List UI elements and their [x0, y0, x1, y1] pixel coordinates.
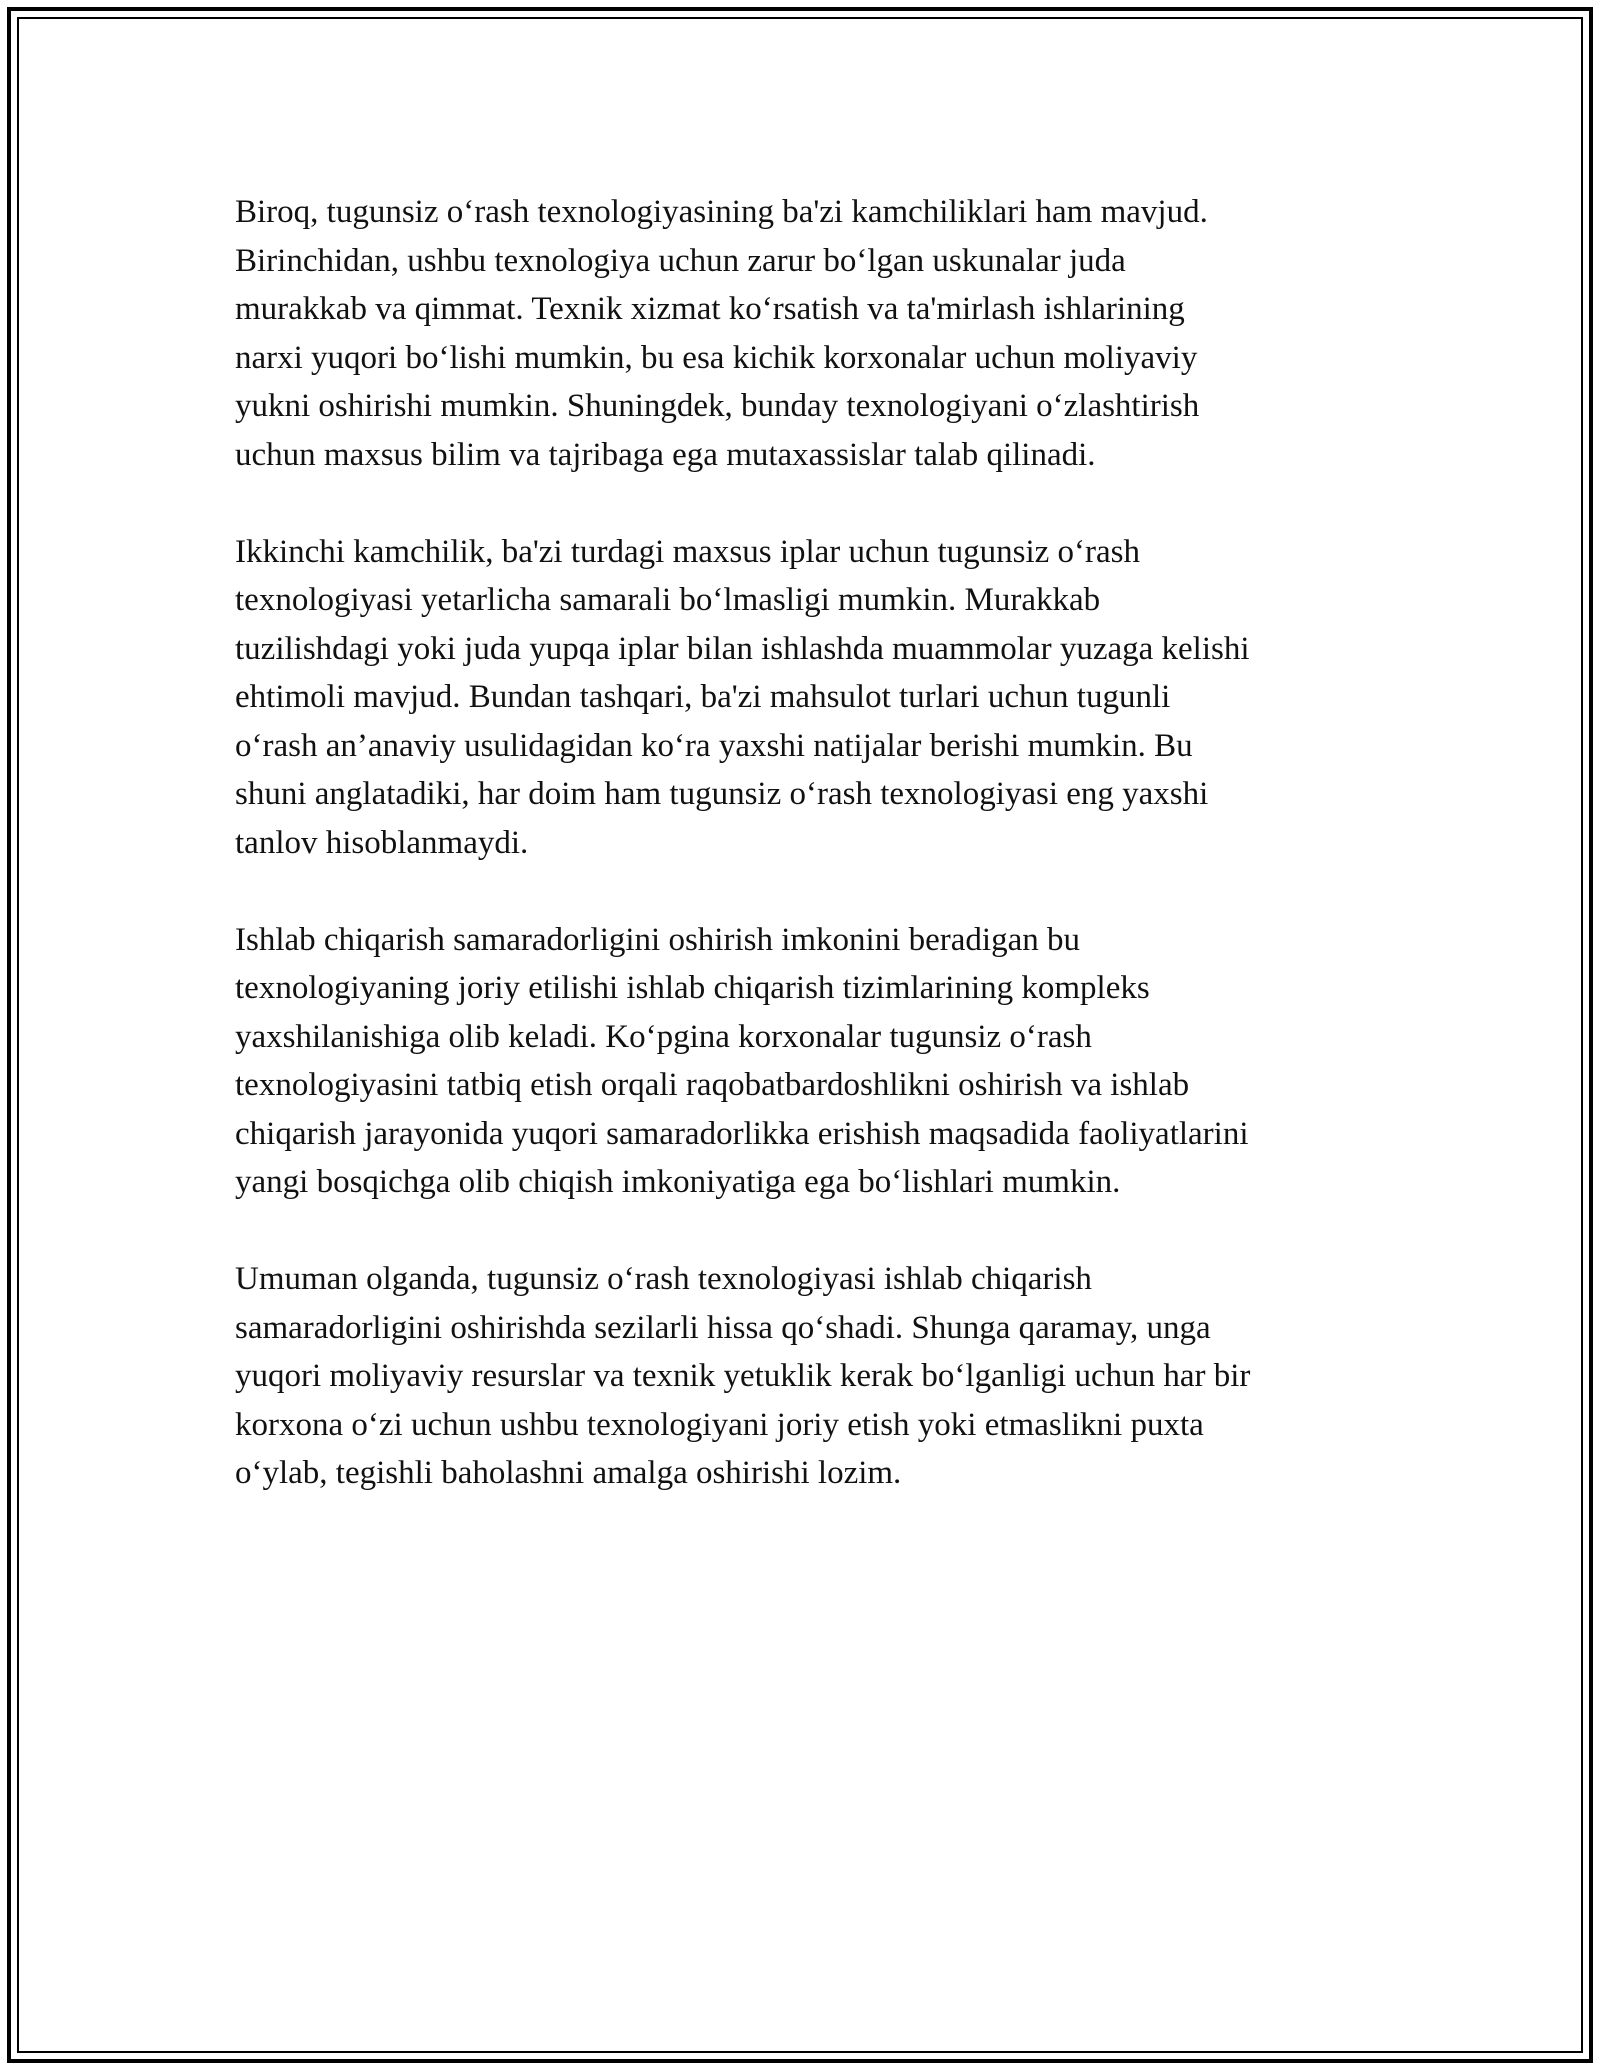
text-line: shuni anglatadiki, har doim ham tugunsiz o‘rash texnologiyasi eng yaxshi: [235, 776, 1209, 812]
paragraph-1: [235, 188, 1375, 479]
text-line: chiqarish jarayonida yuqori samaradorlikka erishish maqsadida faoliyatlarini: [235, 1115, 1249, 1152]
text-line: o‘rash an’anaviy usulidagidan ko‘ra yaxshi natijalar berishi mumkin. Bu: [235, 727, 1193, 764]
text-line: texnologiyasini tatbiq etish orqali raqobatbardoshlikni oshirish va ishlab: [235, 1067, 1190, 1103]
text-line: samaradorligini oshirishda sezilarli hissa qo‘shadi. Shunga qaramay, unga: [235, 1309, 1211, 1346]
text-line: yukni oshirishi mumkin. Shuningdek, bunday texnologiyani o‘zlashtirish: [235, 388, 1200, 424]
text-line: Ishlab chiqarish samaradorligini oshirish imkonini beradigan bu: [235, 921, 1080, 958]
text-line: uchun maxsus bilim va tajribaga ega mutaxassislar talab qilinadi.: [235, 436, 1096, 473]
text-line: yangi bosqichga olib chiqish imkoniyatiga ega bo‘lishlari mumkin.: [235, 1164, 1121, 1200]
text-line: tanlov hisoblanmaydi.: [235, 824, 529, 861]
text-line: Umuman olganda, tugunsiz o‘rash texnologiyasi ishlab chiqarish: [235, 1261, 1092, 1297]
text-line: yuqori moliyaviy resurslar va texnik yetuklik kerak bo‘lganligi uchun har bir: [235, 1358, 1251, 1394]
text-line: tuzilishdagi yoki juda yupqa iplar bilan ishlashda muammolar yuzaga kelishi: [235, 630, 1250, 667]
text-line: Biroq, tugunsiz o‘rash texnologiyasining ba'zi kamchiliklari ham mavjud.: [235, 194, 1208, 230]
text-line: yaxshilanishiga olib keladi. Ko‘pgina korxonalar tugunsiz o‘rash: [235, 1018, 1092, 1055]
text-line: murakkab va qimmat. Texnik xizmat ko‘rsatish va ta'mirlash ishlarining: [235, 291, 1185, 327]
paragraph-4: [235, 1255, 1375, 1498]
text-line: texnologiyasi yetarlicha samarali bo‘lmasligi mumkin. Murakkab: [235, 582, 1101, 618]
paragraph-2: [235, 528, 1375, 868]
paragraph-3: [235, 916, 1375, 1207]
document-body: [235, 188, 1375, 1546]
text-line: narxi yuqori bo‘lishi mumkin, bu esa kichik korxonalar uchun moliyaviy: [235, 339, 1198, 376]
text-line: ehtimoli mavjud. Bundan tashqari, ba'zi mahsulot turlari uchun tugunli: [235, 679, 1171, 715]
text-line: Birinchidan, ushbu texnologiya uchun zarur bo‘lgan uskunalar juda: [235, 242, 1126, 279]
text-line: Ikkinchi kamchilik, ba'zi turdagi maxsus iplar uchun tugunsiz o‘rash: [235, 533, 1140, 570]
text-line: texnologiyaning joriy etilishi ishlab chiqarish tizimlarining kompleks: [235, 970, 1150, 1006]
text-line: o‘ylab, tegishli baholashni amalga oshirishi lozim.: [235, 1455, 902, 1491]
text-line: korxona o‘zi uchun ushbu texnologiyani joriy etish yoki etmaslikni puxta: [235, 1406, 1204, 1443]
